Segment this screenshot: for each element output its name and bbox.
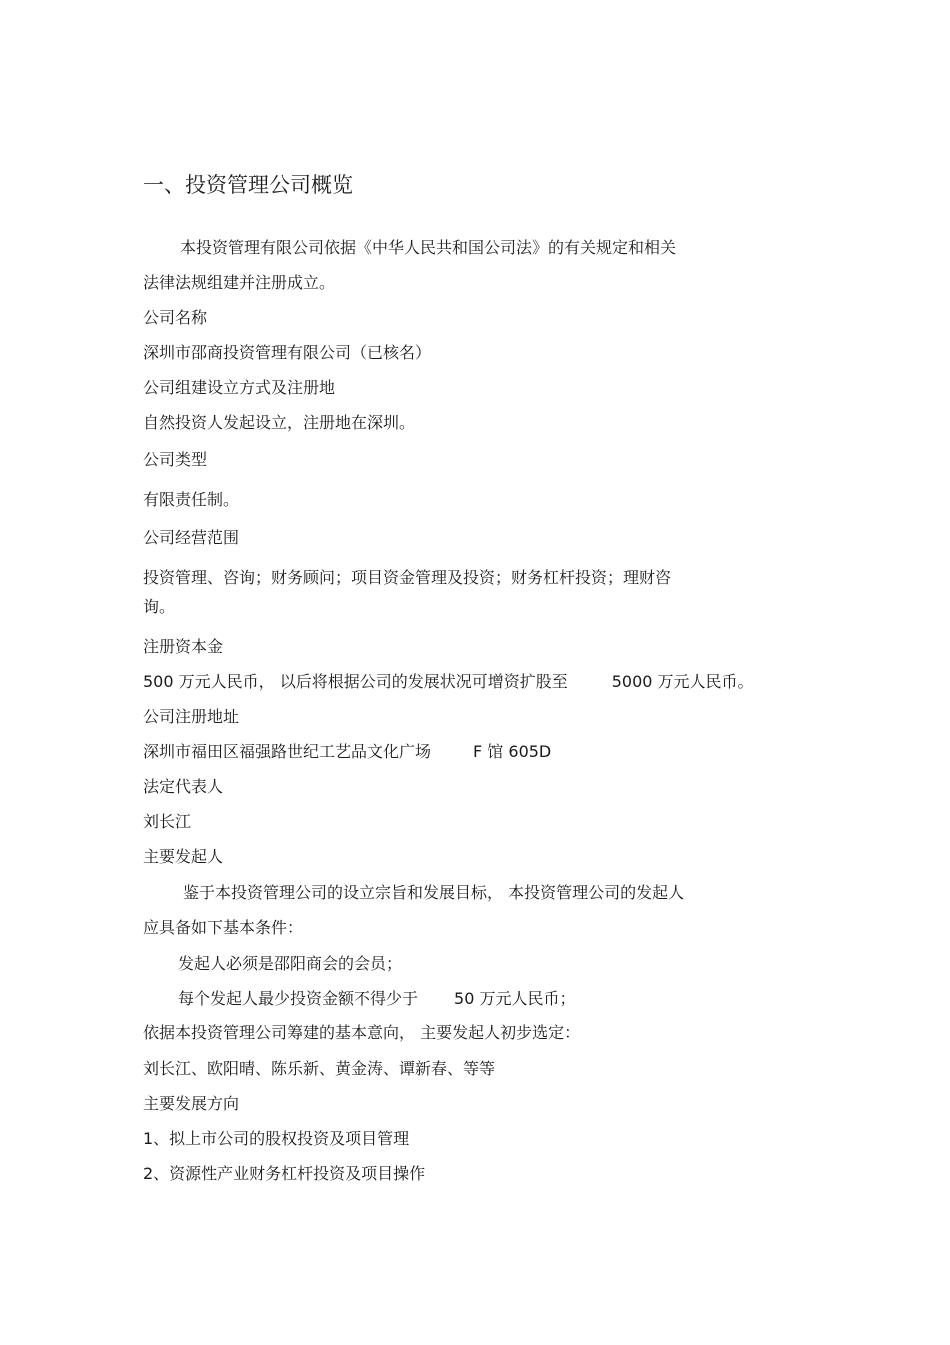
capital-value <box>143 671 754 693</box>
founders-label: 主要发起人 <box>143 847 224 866</box>
condition-2 <box>178 988 575 1010</box>
direction-item-2: 2、资源性产业财务杠杆投资及项目操作 <box>143 1164 426 1183</box>
company-type-value: 有限责任制。 <box>143 490 240 509</box>
address-value-part1: 深圳市福田区福强路世纪工艺品文化广场 <box>143 742 432 761</box>
legal-rep-label: 法定代表人 <box>143 777 224 796</box>
company-name-label: 公司名称 <box>143 308 208 327</box>
business-scope-line-2: 询。 <box>143 597 176 616</box>
address-value <box>143 741 551 763</box>
condition-2-part1: 每个发起人最少投资金额不得少于 <box>178 989 419 1008</box>
company-type-label: 公司类型 <box>143 450 208 469</box>
founders-list: 刘长江、欧阳晴、陈乐新、黄金涛、谭新春、等等 <box>143 1059 496 1078</box>
intro-line-1: 本投资管理有限公司依据《中华人民共和国公司法》的有关规定和相关 <box>180 238 677 257</box>
founders-intro-line-2: 应具备如下基本条件： <box>143 918 304 937</box>
founders-intro-line-1: 鉴于本投资管理公司的设立宗旨和发展目标， 本投资管理公司的发起人 <box>183 883 685 902</box>
condition-2-part2: 50 万元人民币； <box>454 989 576 1008</box>
address-label: 公司注册地址 <box>143 707 240 726</box>
company-name-value: 深圳市邵商投资管理有限公司（已核名） <box>143 343 432 362</box>
capital-value-part2: 5000 万元人民币。 <box>611 672 754 691</box>
direction-label: 主要发展方向 <box>143 1094 240 1113</box>
direction-item-1: 1、拟上市公司的股权投资及项目管理 <box>143 1129 410 1148</box>
capital-label: 注册资本金 <box>143 637 224 656</box>
intro-line-2: 法律法规组建并注册成立。 <box>143 273 336 292</box>
condition-1: 发起人必须是邵阳商会的会员； <box>178 954 403 973</box>
section-title: 一、投资管理公司概览 <box>143 173 353 197</box>
address-value-part2: F 馆 605D <box>473 742 552 761</box>
business-scope-line-1: 投资管理、咨询；财务顾问；项目资金管理及投资；财务杠杆投资；理财咨 <box>143 568 672 587</box>
legal-rep-value: 刘长江 <box>143 812 192 831</box>
business-scope-label: 公司经营范围 <box>143 528 240 547</box>
setup-value: 自然投资人发起设立，注册地在深圳。 <box>143 413 416 432</box>
setup-label: 公司组建设立方式及注册地 <box>143 378 336 397</box>
selection-line: 依据本投资管理公司筹建的基本意向， 主要发起人初步选定： <box>143 1023 581 1042</box>
capital-value-part1: 500 万元人民币， 以后将根据公司的发展状况可增资扩股至 <box>143 672 568 691</box>
